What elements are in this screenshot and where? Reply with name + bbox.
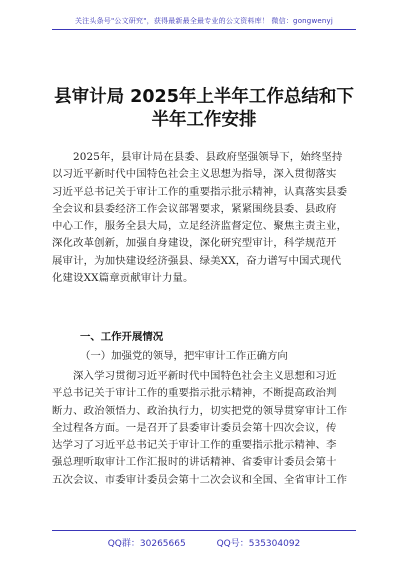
body-line: 强总理听取审计工作汇报时的讲话精神、省委审计委员会第十 — [52, 456, 337, 469]
section-heading: 一、工作开展情况 — [80, 331, 164, 343]
footer — [0, 536, 408, 549]
footer-divider — [52, 530, 356, 531]
header-divider — [52, 29, 356, 30]
footer-qq-number: QQ号：535304092 — [216, 539, 301, 549]
document-title — [40, 86, 368, 132]
intro-line: 展审计，为加快建设经济强县、绿美XX，奋力谱写中国式现代 — [52, 254, 342, 267]
body-line: 断力、政治领悟力、政治执行力，切实把党的领导贯穿审计工作 — [52, 404, 348, 417]
subsection-heading: （一）加强党的领导，把牢审计工作正确方向 — [80, 350, 288, 362]
intro-line: 全会议和县委经济工作会议部署要求，紧紧围绕县委、县政府 — [52, 202, 337, 215]
intro-line: 2025年，县审计局在县委、县政府坚强领导下，始终坚持 — [73, 151, 343, 163]
body-line: 达学习了习近平总书记关于审计工作的重要指示批示精神、李 — [52, 439, 337, 452]
body-line: 全过程各方面。一是召开了县委审计委员会第十四次会议，传 — [52, 421, 337, 434]
body-line: 深入学习贯彻习近平新时代中国特色社会主义思想和习近 — [73, 370, 337, 382]
title-line-2: 半年工作安排 — [151, 110, 257, 130]
intro-line: 习近平总书记关于审计工作的重要指示批示精神，认真落实县委 — [52, 185, 348, 198]
header-banner: 关注头条号"公文研究"，获得最新最全最专业的公文资料库！ 微信：gongwenyj — [74, 17, 334, 25]
title-line-1: 县审计局 2025年上半年工作总结和下 — [54, 87, 354, 107]
body-paragraph — [52, 368, 360, 489]
intro-paragraph — [52, 149, 360, 287]
footer-qq-group: QQ群：30265665 — [107, 539, 186, 549]
intro-line: 中心工作，服务全县大局，立足经济监督定位、聚焦主责主业， — [52, 220, 348, 233]
intro-line: 深化改革创新，加强自身建设，深化研究型审计，科学规范开 — [52, 237, 337, 250]
body-line: 五次会议、市委审计委员会第十二次会议和全国、全省审计工作 — [52, 473, 348, 486]
intro-line: 化建设XX篇章贡献审计力量。 — [52, 272, 194, 285]
body-line: 平总书记关于审计工作的重要指示批示精神，不断提高政治判 — [52, 387, 337, 400]
intro-line: 以习近平新时代中国特色社会主义思想为指导，深入贯彻落实 — [52, 168, 337, 181]
